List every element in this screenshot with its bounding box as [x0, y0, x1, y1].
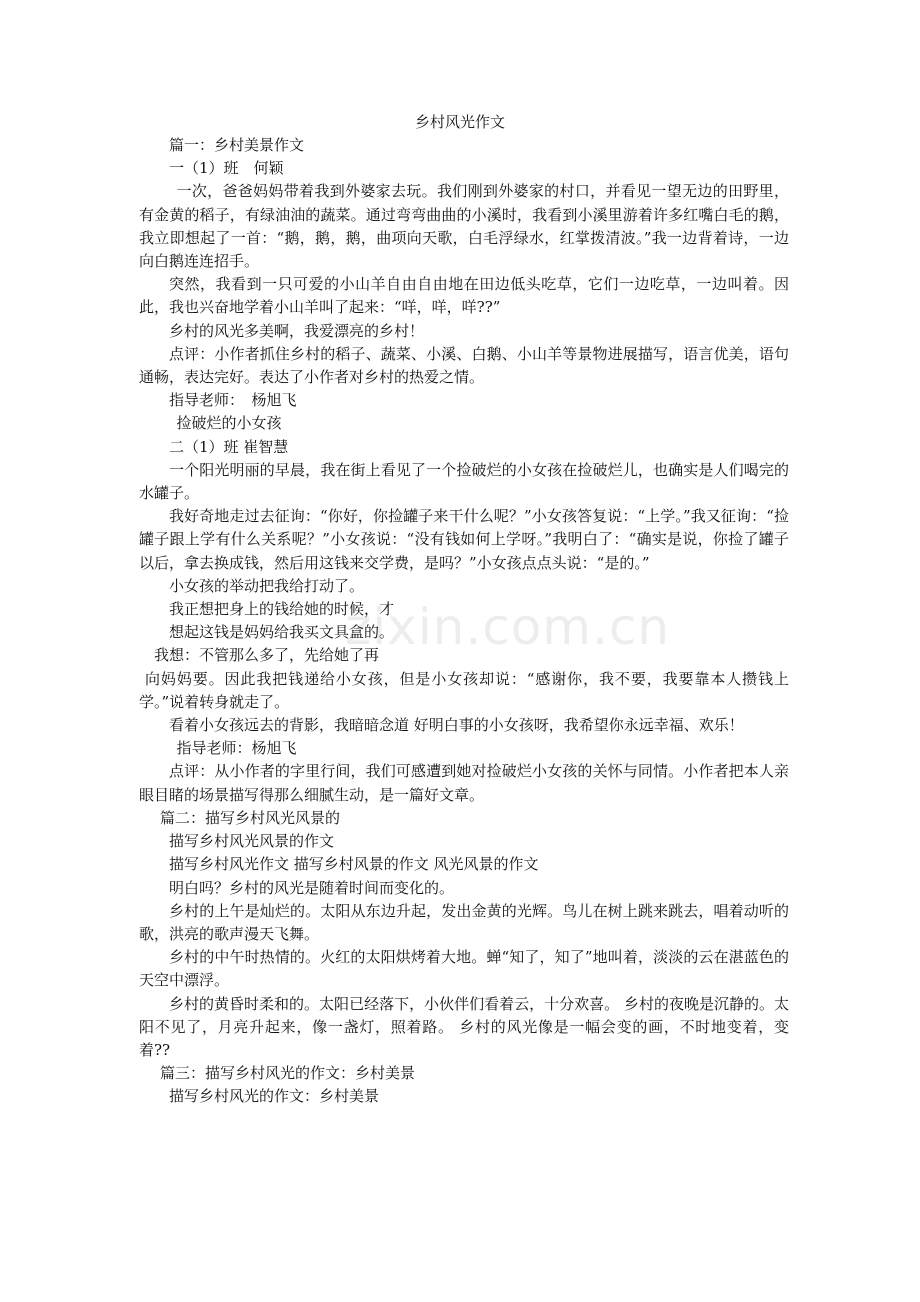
paragraph: 一次，爸爸妈妈带着我到外婆家去玩。我们刚到外婆家的村口，并看见一望无边的田野里，有金黄的稻子，有绿油油的蔬菜。通过弯弯曲曲的小溪时，我看到小溪里游着许多红嘴白毛的鹅，我立即想起了一首：“鹅，鹅，鹅，曲项向天歌，白毛浮绿水，红掌拨清波。”我一边背着诗，一边向白鹅连连招手。	[139, 182, 789, 271]
paragraph: 小女孩的举动把我给打动了。	[169, 576, 365, 595]
paragraph: 描写乡村风光的作文：乡村美景	[169, 1087, 380, 1106]
document-title: 乡村风光作文	[414, 113, 505, 131]
paragraph: 一个阳光明丽的早晨，我在街上看见了一个捡破烂的小女孩在捡破烂儿，也确实是人们喝完的水罐子。	[139, 460, 789, 503]
paragraph: 乡村的中午时热情的。火红的太阳烘烤着大地。蝉“知了，知了”地叫着，淡淡的云在湛蓝色的天空中漂浮。	[139, 948, 789, 990]
paragraph: 向妈妈要。因此我把钱递给小女孩，但是小女孩却说：“感谢你，我不要，我要靠本人攒钱上学。”说着转身就走了。	[139, 669, 789, 711]
section-heading: 篇一：乡村美景作文	[169, 136, 305, 154]
paragraph: 描写乡村风光作文 描写乡村风景的作文 风光风景的作文	[169, 855, 539, 874]
author-line: 二（1）班 崔智慧	[169, 437, 289, 456]
paragraph: 我好奇地走过去征询：“你好，你捡罐子来干什么呢？”小女孩答复说：“上学。”我又征询：“捡罐子跟上学有什么关系呢？”小女孩说：“没有钱如何上学呀。”我明白了：“确实是说，你捡了罐子以后，拿去换成钱，然后用这钱来交学费，是吗？”小女孩点点头说：“是的。”	[139, 507, 789, 572]
paragraph: 乡村的上午是灿烂的。太阳从东边升起，发出金黄的光辉。鸟儿在树上跳来跳去，唱着动听的歌，洪亮的歌声漫天飞舞。	[139, 901, 789, 943]
paragraph: 描写乡村风光风景的作文	[169, 832, 335, 851]
paragraph: 想起这钱是妈妈给我买文具盒的。	[169, 623, 395, 642]
paragraph: 我想：不管那么多了，先给她了再	[154, 646, 380, 665]
paragraph: 乡村的风光多美啊，我爱漂亮的乡村！	[169, 321, 425, 340]
essay-title: 捡破烂的小女孩	[176, 414, 282, 433]
section-heading: 篇三：描写乡村风光的作文：乡村美景	[160, 1064, 416, 1083]
watermark-text: zixin.com.cn	[345, 598, 671, 656]
paragraph: 我正想把身上的钱给她的时候，才	[169, 600, 395, 619]
teacher-line: 指导老师： 杨旭飞	[169, 391, 297, 410]
section-heading: 篇二：描写乡村风光风景的	[160, 808, 341, 827]
comment-paragraph: 点评：小作者抓住乡村的稻子、蔬菜、小溪、白鹅、小山羊等景物进展描写，语言优美，语句通畅，表达完好。表达了小作者对乡村的热爱之情。	[139, 344, 789, 387]
teacher-line: 指导老师：杨旭飞	[176, 739, 297, 758]
paragraph: 明白吗？乡村的风光是随着时间而变化的。	[169, 878, 455, 897]
comment-paragraph: 点评：从小作者的字里行间，我们可感遭到她对捡破烂小女孩的关怀与同情。小作者把本人亲眼目睹的场景描写得那么细腻生动，是一篇好文章。	[139, 762, 789, 804]
author-line: 一（1）班 何颖	[169, 159, 284, 178]
paragraph: 看着小女孩远去的背影，我暗暗念道 好明白事的小女孩呀，我希望你永远幸福、欢乐！	[169, 716, 744, 735]
paragraph: 乡村的黄昏时柔和的。太阳已经落下，小伙伴们看着云，十分欢喜。 乡村的夜晚是沉静的。太阳不见了，月亮升起来，像一盏灯，照着路。 乡村的风光像是一幅会变的画，不时地变着，变着??	[139, 994, 789, 1059]
document-body	[139, 134, 789, 1109]
paragraph: 突然，我看到一只可爱的小山羊自由自由地在田边低头吃草，它们一边吃草，一边叫着。因此，我也兴奋地学着小山羊叫了起来：“咩，咩，咩??”	[139, 275, 789, 317]
